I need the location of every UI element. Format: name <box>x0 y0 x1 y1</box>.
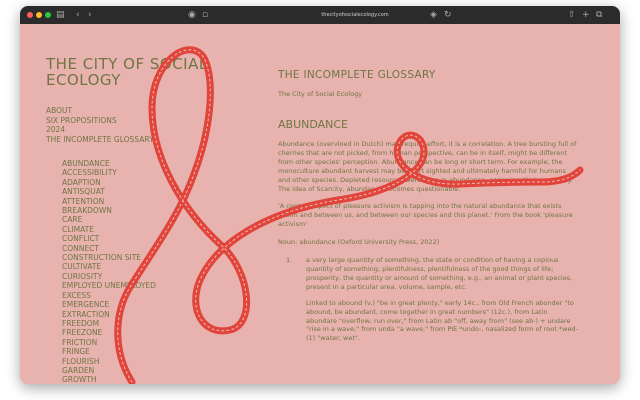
glossary-item[interactable]: CURIOSITY <box>62 271 103 281</box>
glossary-heading: THE INCOMPLETE GLOSSARY <box>278 69 436 81</box>
main-nav <box>46 106 154 144</box>
definition-text: a very large quantity of something, the state or condition of having a copious quantity of something; plentifulness, plentifulness of the good things of life; prosperity, the quantity or amount of something, e.g., an animal or plant species, present in a particular area, volume, sample, etc. <box>306 256 573 291</box>
nav-item-six-propositions[interactable]: SIX PROPOSITIONS <box>46 115 117 125</box>
glossary-subtitle: The City of Social Ecology <box>278 90 363 98</box>
glossary-item[interactable]: GARDEN <box>62 365 95 375</box>
forward-icon[interactable]: › <box>88 10 92 20</box>
browser-window <box>20 6 620 384</box>
browser-toolbar <box>20 6 620 24</box>
glossary-item[interactable]: ATTENTION <box>62 196 105 206</box>
address-bar[interactable]: thecityofsocialecology.com <box>321 12 389 18</box>
glossary-item[interactable]: FLOURISH <box>62 356 100 366</box>
zoom-window-button[interactable] <box>45 12 51 18</box>
glossary-item[interactable]: FRICTION <box>62 337 98 347</box>
close-window-button[interactable] <box>27 12 33 18</box>
tabs-icon[interactable]: ⧉ <box>596 10 603 20</box>
nav-item-2024[interactable]: 2024 <box>46 125 66 134</box>
entry-definition <box>278 256 578 292</box>
definition-number: 1. <box>286 256 293 265</box>
new-tab-icon[interactable]: + <box>582 10 590 20</box>
glossary-item[interactable]: ACCESSIBILITY <box>62 168 117 178</box>
site-title[interactable]: THE CITY OF SOCIAL ECOLOGY <box>46 55 208 89</box>
glossary-list <box>62 159 156 384</box>
reader-icon[interactable]: ▫ <box>202 10 209 20</box>
entry-noun-line: Noun: abundance (Oxford University Press, 2022) <box>278 238 440 247</box>
glossary-item[interactable]: CLIMATE <box>62 224 94 234</box>
glossary-item[interactable]: ABUNDANCE <box>62 159 110 168</box>
glossary-item[interactable]: EMERGENCE <box>62 300 110 310</box>
entry-paragraph: Abundance (overvloed in Dutch) may require effort, it is a correlation. A tree bursting full of cherries that are not picked, from human perspective, can be in itself, might be different from other species' perception. Abundance can be long or short term. For example, the monoculture abundant harvest may be short sighted and ultimately harmful for humans and other species. Depleted resources were once in abundance, assigning it's temporality. The idea of Scarcity, abundance becomes questionable. <box>278 140 577 193</box>
glossary-content <box>278 69 578 343</box>
nav-item-about[interactable]: ABOUT <box>46 106 73 115</box>
glossary-item[interactable]: FREEDOM <box>62 318 100 328</box>
shield-icon[interactable]: ◉ <box>188 10 196 20</box>
glossary-item[interactable]: CONSTRUCTION SITE <box>62 253 142 263</box>
entry-etymology: Linked to abound (v.) "be in great plenty," early 14c., from Old French abonder "to abound, be abundant, come together in great numbers" (12c.), from Latin abundare "overflow, run over," from Latin ab "off, away from" (see ab-) + undare "rise in a wave," from unda "a wave," from PIE *undo-, nasalized form of root *wed- (1) "water; wet". <box>306 298 578 343</box>
nav-item-glossary[interactable]: THE INCOMPLETE GLOSSARY <box>46 134 154 144</box>
glossary-item[interactable]: CONFLICT <box>62 234 100 244</box>
glossary-item[interactable]: FREEZONE <box>62 328 103 338</box>
glossary-item[interactable]: EXCESS <box>62 290 91 300</box>
sidebar-icon[interactable]: ▤ <box>56 10 65 20</box>
entry-quote: 'A central aspect of pleasure activism is tapping into the natural abundance that exists within and between us, and between our species and this planet.' From the book 'pleasure activism' <box>278 202 573 229</box>
glossary-item[interactable]: EMPLOYED UNEMPLOYED <box>62 281 156 291</box>
back-icon[interactable]: ‹ <box>76 10 80 20</box>
glossary-item[interactable]: BREAKDOWN <box>62 206 112 216</box>
glossary-item[interactable]: CULTIVATE <box>62 262 102 272</box>
glossary-item[interactable]: CONNECT <box>62 243 99 253</box>
refresh-icon[interactable]: ↻ <box>444 10 452 20</box>
share-icon[interactable]: ⇧ <box>568 10 576 20</box>
glossary-item[interactable]: FRINGE <box>62 347 90 357</box>
entry-heading: ABUNDANCE <box>278 118 349 131</box>
glossary-item[interactable]: EXTRACTION <box>62 309 110 319</box>
glossary-item[interactable]: ADAPTION <box>62 177 101 187</box>
translate-icon[interactable]: ◈ <box>430 10 437 20</box>
glossary-item[interactable]: GROWTH <box>62 375 97 384</box>
glossary-item[interactable]: CARE <box>62 215 83 225</box>
web-page <box>20 24 620 384</box>
glossary-item[interactable]: ANTISQUAT <box>62 187 105 197</box>
minimize-window-button[interactable] <box>36 12 42 18</box>
